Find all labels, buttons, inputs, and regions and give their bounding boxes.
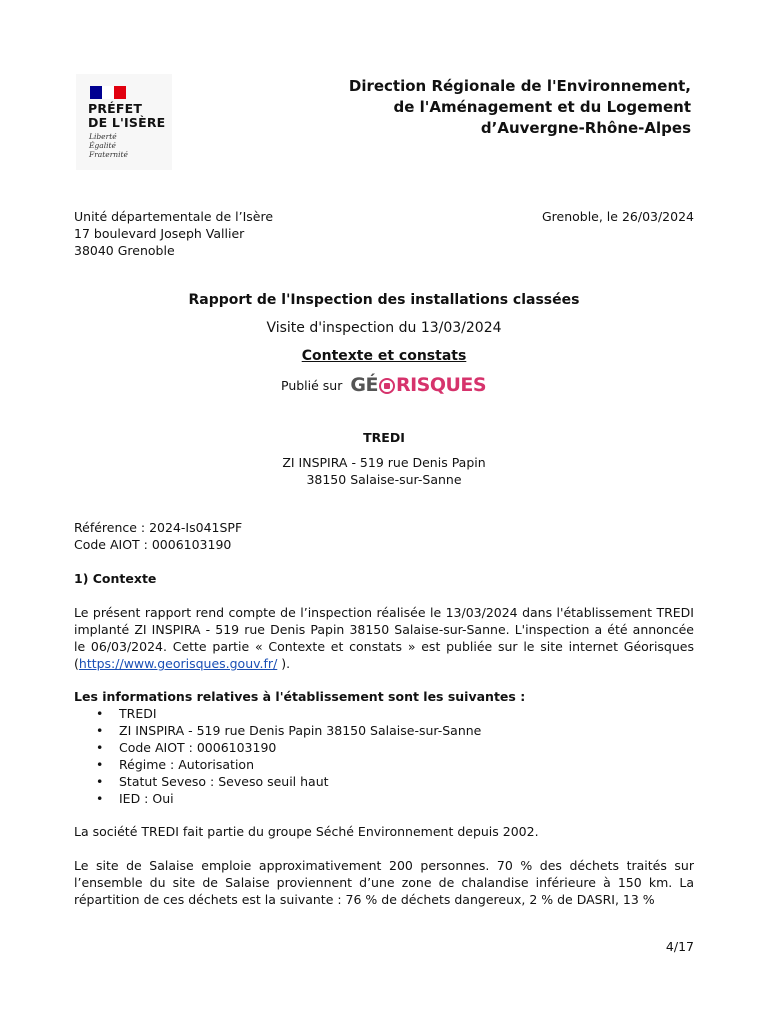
references — [74, 519, 694, 553]
context-title: Contexte et constats — [301, 348, 467, 364]
context-paragraph — [74, 604, 694, 672]
company-address-line1: ZI INSPIRA - 519 rue Denis Papin — [282, 455, 486, 470]
context-paragraph-text: Le présent rapport rend compte de l’inspection réalisée le 13/03/2024 dans l'établissement TREDI implanté ZI INSPIRA - 519 rue Denis Papin 38150 Salaise-sur-Sanne. L'inspection a été annoncée le 06/03/2024. Cette partie « Contexte et constats » est publiée sur le site internet Géorisques ( — [74, 605, 694, 671]
sender-line2: 17 boulevard Joseph Vallier — [74, 226, 245, 241]
logo-motto-line2: Égalité — [89, 141, 116, 150]
list-item: • ZI INSPIRA - 519 rue Denis Papin 38150 Salaise-sur-Sanne — [74, 722, 481, 739]
sender-line1: Unité départementale de l’Isère — [74, 209, 274, 224]
direction-header — [349, 76, 691, 139]
direction-line2: de l'Aménagement et du Logement — [393, 98, 691, 116]
logo-motto-line3: Fraternité — [89, 150, 128, 159]
info-list — [74, 705, 481, 807]
sender-address — [74, 208, 273, 259]
prefet-isere-logo — [76, 74, 172, 170]
logo-title-line1: PRÉFET — [88, 101, 143, 116]
code-aiot-line: Code AIOT : 0006103190 — [74, 537, 232, 552]
publication-notice — [281, 372, 486, 400]
report-title: Rapport de l'Inspection des installations classées — [188, 292, 580, 308]
site-paragraph: Le site de Salaise emploie approximativement 200 personnes. 70 % des déchets traités sur l’ensemble du site de Salaise proviennent d’une zone de chalandise inférieure à 150 km. La répartition de ces déchets est la suivante : 76 % de déchets dangereux, 2 % de DASRI, 13 % — [74, 858, 694, 907]
list-item: • IED : Oui — [74, 790, 481, 807]
info-heading: Les informations relatives à l'établissement sont les suivantes : — [74, 689, 526, 704]
company-name: TREDI — [363, 430, 405, 445]
section-heading: 1) Contexte — [74, 571, 157, 586]
publication-label: Publié sur — [281, 377, 343, 393]
french-flag-icon — [90, 86, 126, 99]
georisques-link[interactable]: https://www.georisques.gouv.fr/ — [78, 656, 278, 671]
page-number: 4/17 — [665, 939, 694, 954]
list-item: • Code AIOT : 0006103190 — [74, 739, 481, 756]
sender-line3: 38040 Grenoble — [74, 243, 175, 258]
logo-title-line2: DE L'ISÈRE — [88, 115, 166, 130]
logo-title — [88, 102, 165, 130]
direction-line1: Direction Régionale de l'Environnement, — [348, 77, 691, 95]
context-paragraph-end: ). — [277, 656, 291, 671]
company-address — [0, 454, 768, 488]
visit-title: Visite d'inspection du 13/03/2024 — [266, 320, 502, 336]
list-item: • Régime : Autorisation — [74, 756, 481, 773]
georisques-logo-part1: GÉ — [350, 374, 378, 397]
direction-line3: d’Auvergne-Rhône-Alpes — [480, 119, 691, 137]
group-paragraph: La société TREDI fait partie du groupe Séché Environnement depuis 2002. — [74, 824, 539, 839]
globe-icon — [379, 378, 395, 394]
company-address-line2: 38150 Salaise-sur-Sanne — [306, 472, 462, 487]
georisques-logo — [350, 373, 486, 399]
list-item: • Statut Seveso : Seveso seuil haut — [74, 773, 481, 790]
list-item: • TREDI — [74, 705, 481, 722]
georisques-logo-part2: RISQUES — [395, 374, 487, 397]
logo-motto-line1: Liberté — [89, 132, 117, 141]
logo-motto — [89, 132, 128, 159]
document-date: Grenoble, le 26/03/2024 — [541, 209, 694, 224]
reference-line: Référence : 2024-Is041SPF — [74, 520, 243, 535]
